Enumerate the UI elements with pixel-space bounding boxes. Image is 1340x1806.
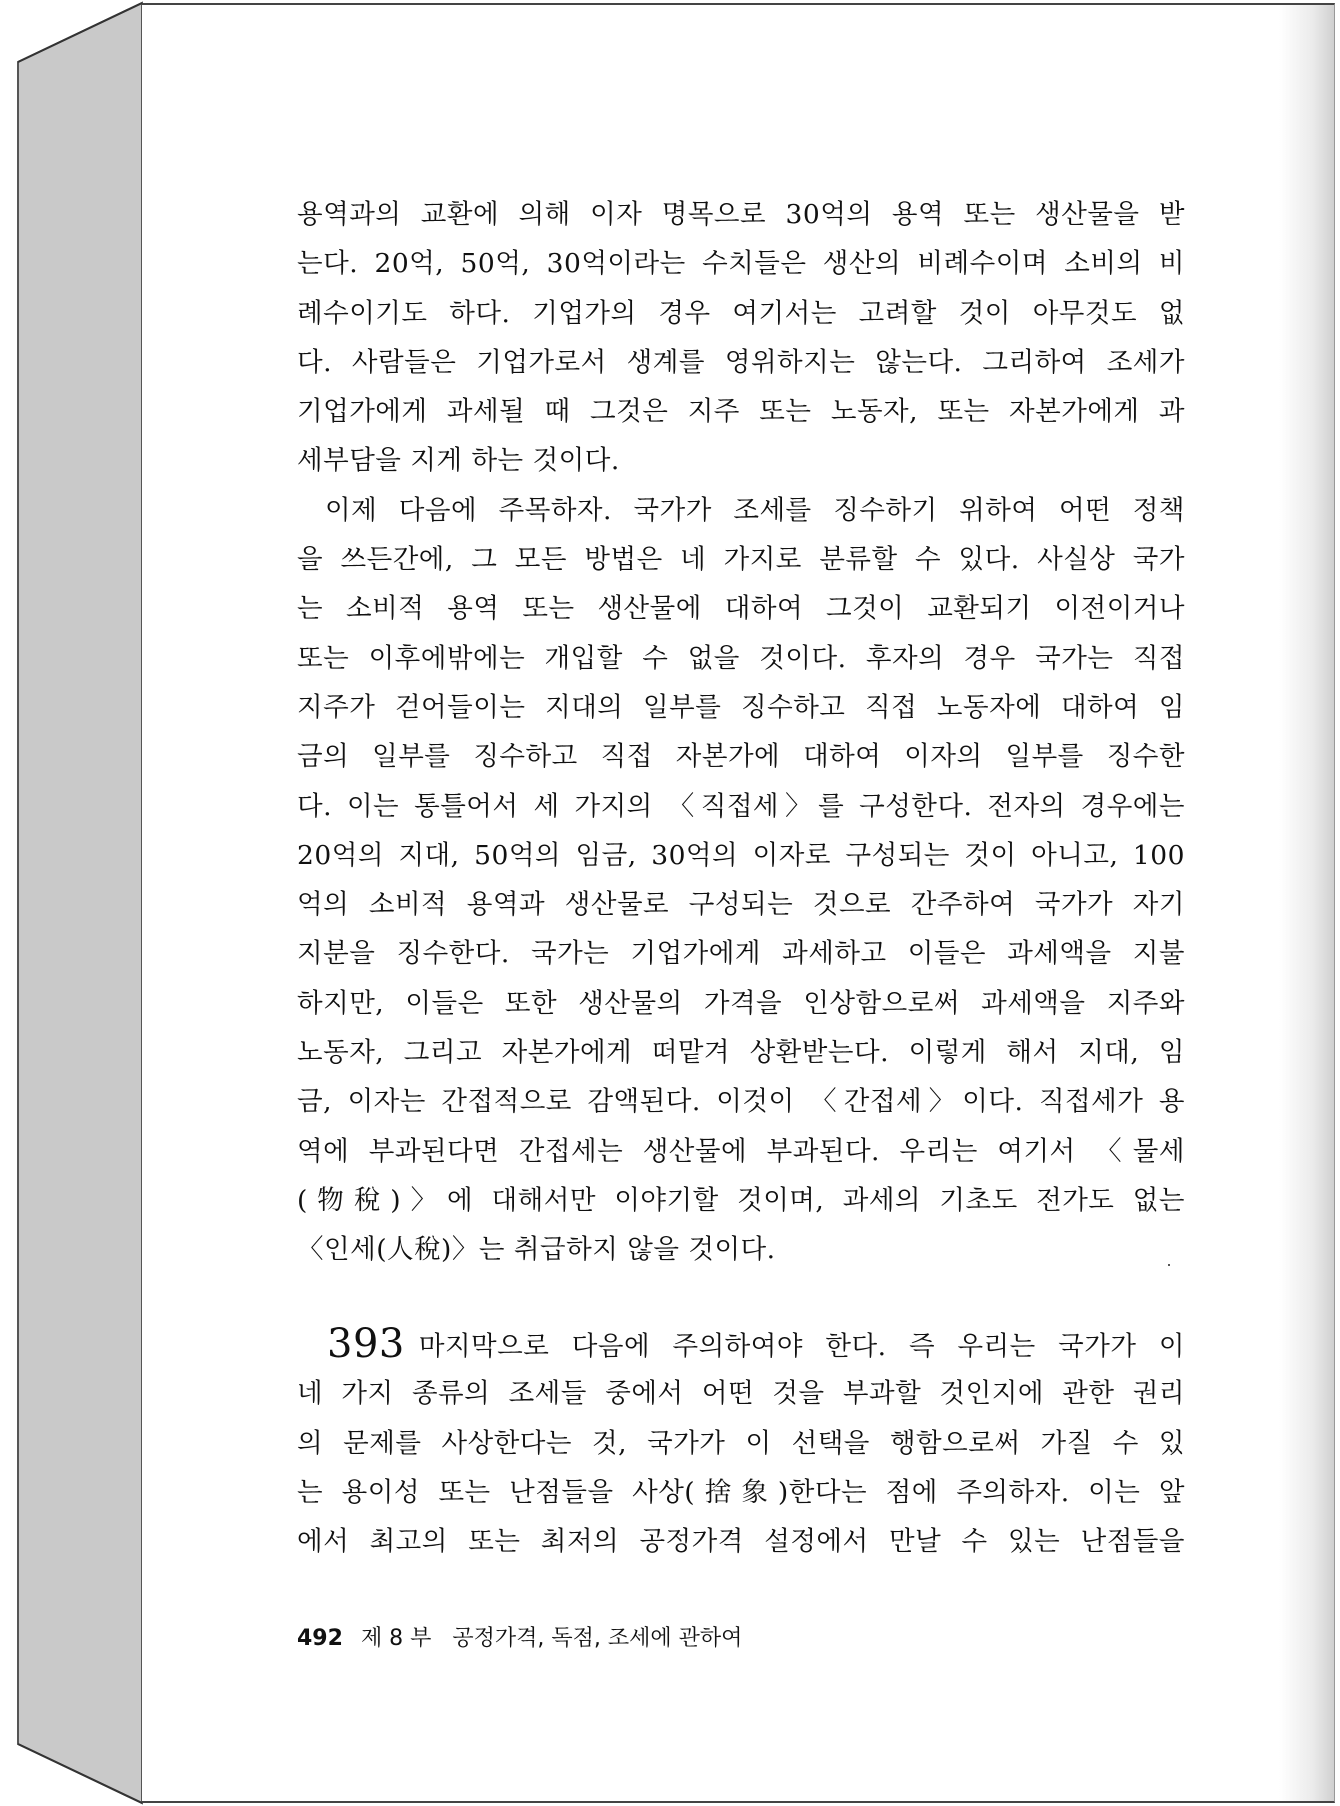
page-edge-shadow (1279, 5, 1334, 1801)
stray-mark (1168, 1264, 1170, 1266)
text-line: 〈인세(人稅)〉는 취급하지 않을 것이다. (297, 1234, 776, 1266)
text-line: 이제 다음에 주목하자. 국가가 조세를 징수하기 위하여 어떤 정책 (325, 494, 1185, 526)
part-title: 공정가격, 독점, 조세에 관하여 (452, 1626, 743, 1651)
text-line: 마지막으로 다음에 주의하여야 한다. 즉 우리는 국가가 이 (418, 1331, 1185, 1362)
part-label: 제 8 부 (360, 1626, 432, 1651)
text-line: 금의 일부를 징수하고 직접 자본가에 대하여 이자의 일부를 징수한 (297, 741, 1185, 773)
text-line: 용역과의 교환에 의해 이자 명목으로 30억의 용역 또는 생산물을 받 (297, 199, 1185, 230)
text-line: 지주가 걷어들이는 지대의 일부를 징수하고 직접 노동자에 대하여 임 (297, 691, 1185, 723)
body-text (297, 190, 1185, 1275)
text-line: 20억의 지대, 50억의 임금, 30억의 이자로 구성되는 것이 아니고, 100 (297, 839, 1185, 871)
text-line: 다. 이는 통틀어서 세 가지의 〈직접세〉를 구성한다. 전자의 경우에는 (297, 790, 1185, 822)
text-line: 억의 소비적 용역과 생산물로 구성되는 것으로 간주하여 국가가 자기 (297, 889, 1185, 921)
paragraph-2 (297, 486, 1185, 1275)
page-number: 492 (297, 1626, 343, 1651)
page-footer (297, 1621, 742, 1652)
text-line: 역에 부과된다면 간접세는 생산물에 부과된다. 우리는 여기서 〈물세 (297, 1135, 1185, 1167)
paragraph-1 (297, 190, 1185, 486)
text-line: (物稅)〉에 대해서만 이야기할 것이며, 과세의 기초도 전가도 없는 (297, 1184, 1185, 1216)
section-number: 393 (327, 1321, 405, 1367)
text-line: 네 가지 종류의 조세들 중에서 어떤 것을 부과할 것인지에 관한 권리 (297, 1378, 1185, 1410)
text-line: 기업가에게 과세될 때 그것은 지주 또는 노동자, 또는 자본가에게 과 (297, 396, 1185, 428)
section-393 (297, 1320, 1185, 1566)
text-line: 는 소비적 용역 또는 생산물에 대하여 그것이 교환되기 이전이거나 (297, 593, 1185, 625)
text-line: 노동자, 그리고 자본가에게 떠맡겨 상환받는다. 이렇게 해서 지대, 임 (297, 1037, 1185, 1069)
text-line: 는 용이성 또는 난점들을 사상(捨象)한다는 점에 주의하자. 이는 앞 (297, 1476, 1185, 1508)
text-line: 세부담을 지게 하는 것이다. (297, 445, 620, 477)
text-line: 하지만, 이들은 또한 생산물의 가격을 인상함으로써 과세액을 지주와 (297, 987, 1185, 1019)
text-line: 지분을 징수한다. 국가는 기업가에게 과세하고 이들은 과세액을 지불 (297, 938, 1185, 970)
text-line: 에서 최고의 또는 최저의 공정가격 설정에서 만날 수 있는 난점들을 (297, 1526, 1185, 1558)
text-line: 금, 이자는 간접적으로 감액된다. 이것이 〈간접세〉이다. 직접세가 용 (297, 1086, 1185, 1118)
text-line: 다. 사람들은 기업가로서 생계를 영위하지는 않는다. 그리하여 조세가 (297, 346, 1185, 378)
text-line: 례수이기도 하다. 기업가의 경우 여기서는 고려할 것이 아무것도 없 (297, 297, 1185, 329)
text-line: 또는 이후에밖에는 개입할 수 없을 것이다. 후자의 경우 국가는 직접 (297, 642, 1185, 674)
text-line: 는다. 20억, 50억, 30억이라는 수치들은 생산의 비례수이며 소비의 비 (297, 248, 1185, 280)
text-line: 의 문제를 사상한다는 것, 국가가 이 선택을 행함으로써 가질 수 있 (297, 1427, 1185, 1459)
text-line: 을 쓰든간에, 그 모든 방법은 네 가지로 분류할 수 있다. 사실상 국가 (297, 544, 1185, 576)
section-first-line (297, 1320, 1185, 1369)
